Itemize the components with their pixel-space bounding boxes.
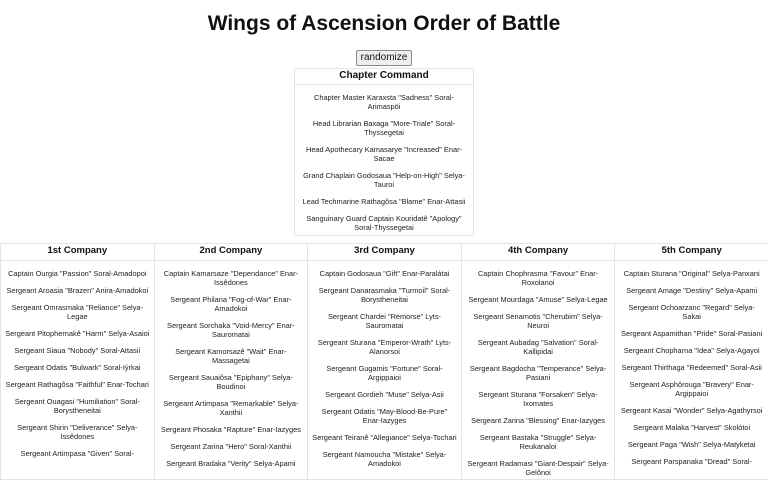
company-entry: Sergeant Ouagasi "Humiliation" Soral-Borystheneitai bbox=[14, 397, 140, 415]
company-entry: Sergeant Bastaka "Struggle" Selya-Reukanaloi bbox=[479, 433, 597, 451]
company-entry: Sergeant Amage "Destiny" Selya-Apami bbox=[626, 286, 758, 295]
company-entry: Sergeant Sauaiôsa "Epiphany" Selya-Boudinoi bbox=[168, 373, 293, 391]
companies-row bbox=[0, 243, 768, 480]
company-title: 5th Company bbox=[615, 245, 768, 261]
command-entry: Head Librarian Baxaga "More-Triale" Soral-Thyssegetai bbox=[312, 119, 456, 137]
company-entry: Sergeant Radamasi "Giant-Despair" Selya-Gelônoi bbox=[467, 459, 609, 477]
company-entry: Sergeant Rathagôsa "Faithful" Enar-Tochari bbox=[5, 380, 149, 389]
company-1 bbox=[0, 243, 155, 480]
company-entry: Sergeant Kamorsazê "Wait" Enar-Massagetai bbox=[175, 347, 287, 365]
command-entry: Chapter Master Karaxsta "Sadness" Soral-Arimaspöi bbox=[314, 93, 454, 111]
company-entry: Sergeant Shirin "Deliverance" Selya-Issêdones bbox=[17, 423, 138, 441]
company-entry: Sergeant Artimpasa "Remarkable" Selya-Xanthii bbox=[163, 399, 299, 417]
company-entry: Sergeant Chopharna "Idea" Selya-Agayoi bbox=[623, 346, 760, 355]
company-entry: Captain Kamarsaze "Dependance" Enar-Issêdones bbox=[163, 269, 299, 287]
company-entry: Sergeant Siaua "Nobody" Soral-Attasii bbox=[14, 346, 141, 355]
company-entry: Sergeant Chardei "Remorse" Lyts-Sauromatai bbox=[327, 312, 441, 330]
company-entry: Captain Sturana "Original" Selya-Panxani bbox=[623, 269, 760, 278]
company-title: 3rd Company bbox=[308, 245, 461, 261]
company-entry: Sergeant Sturana "Emperor-Wrath" Lyts-Alanorsoi bbox=[317, 338, 452, 356]
page-title: Wings of Ascension Order of Battle bbox=[207, 12, 561, 35]
company-entry: Sergeant Pitophernakê "Harm" Selya-Asaioi bbox=[5, 329, 150, 338]
company-4 bbox=[461, 243, 616, 480]
chapter-command-title: Chapter Command bbox=[295, 70, 473, 85]
company-entry: Sergeant Phosaka "Rapture" Enar-Iazyges bbox=[160, 425, 301, 434]
command-entry: Lead Techmarine Rathagôsa "Blame" Enar-Attasii bbox=[302, 197, 466, 206]
company-title: 1st Company bbox=[1, 245, 154, 261]
command-entry: Grand Chaplain Godosaua "Help-on-High" Selya-Tauroi bbox=[303, 171, 465, 189]
company-entry: Sergeant Aspamithan "Pride" Soral-Pasiani bbox=[621, 329, 763, 338]
company-entry: Sergeant Ochoarzanc "Regard" Selya-Sakai bbox=[628, 303, 755, 321]
company-entry: Sergeant Zarina "Hero" Soral-Xanthii bbox=[170, 442, 292, 451]
company-2 bbox=[154, 243, 309, 480]
company-entry: Sergeant Kasai "Wonder" Selya-Agathyrsoi bbox=[620, 406, 763, 415]
company-entry: Sergeant Sturana "Forsaken" Selya-Ixomates bbox=[478, 390, 598, 408]
company-entry: Captain Chophrasma "Favour" Enar-Roxolanoi bbox=[477, 269, 599, 287]
company-entry: Sergeant Paga "Wish" Selya-Matyketai bbox=[627, 440, 756, 449]
company-entry: Sergeant Aroasia "Brazen" Anira-Amadokoi bbox=[6, 286, 149, 295]
company-entry: Sergeant Artimpasa "Given" Soral- bbox=[20, 449, 134, 458]
company-entry: Sergeant Parspanaka "Dread" Soral- bbox=[631, 457, 753, 466]
company-entry: Sergeant Teiranê "Allegiance" Selya-Tochari bbox=[312, 433, 457, 442]
company-title: 4th Company bbox=[462, 245, 615, 261]
company-entry: Sergeant Asphôrouga "Bravery" Enar-Argippaioi bbox=[629, 380, 754, 398]
company-entry: Sergeant Malaka "Harvest" Skolótoi bbox=[633, 423, 751, 432]
company-entry: Sergeant Danarasmaka "Turmoil" Soral-Borystheneitai bbox=[318, 286, 451, 304]
command-entry: Head Apothecary Kamasarye "Increased" Enar-Sacae bbox=[305, 145, 462, 163]
company-entry: Sergeant Philana "Fog-of-War" Enar-Amadokoi bbox=[170, 295, 292, 313]
company-entry: Sergeant Gordieh "Muse" Selya-Asii bbox=[325, 390, 444, 399]
company-entry: Sergeant Sorchaka "Void-Mercy" Enar-Sauromatai bbox=[167, 321, 295, 339]
company-entry: Sergeant Aubadag "Salvation" Soral-Kallipidai bbox=[477, 338, 599, 356]
company-entry: Sergeant Bradaka "Verity" Selya-Apami bbox=[166, 459, 296, 468]
company-entry: Sergeant Gugamis "Fortune" Soral-Argippaioi bbox=[326, 364, 443, 382]
company-entry: Sergeant Thirthaga "Redeemed" Soral-Asii bbox=[621, 363, 762, 372]
randomize-button[interactable]: randomize bbox=[356, 50, 413, 66]
company-entry: Captain Godosaua "Gift" Enar-Paralátai bbox=[319, 269, 450, 278]
company-3 bbox=[307, 243, 462, 480]
company-entry: Sergeant Namoucha "Mistake" Selya-Amadokoi bbox=[322, 450, 447, 468]
company-entry: Sergeant Bagdocha "Temperance" Selya-Pasiani bbox=[469, 364, 607, 382]
company-5 bbox=[614, 243, 768, 480]
company-entry: Sergeant Mourdaga "Amuse" Selya-Legae bbox=[468, 295, 608, 304]
command-entry: Sanguinary Guard Captain Kouridatê "Apology" Soral-Thyssegetai bbox=[306, 214, 462, 232]
company-entry: Captain Ourgia "Passion" Soral-Amadopoi bbox=[8, 269, 147, 278]
company-entry: Sergeant Odatis "Bulwark" Soral-Iýrkai bbox=[14, 363, 141, 372]
company-entry: Sergeant Zarina "Blessing" Enar-Iazyges bbox=[471, 416, 605, 425]
company-entry: Sergeant Omrasmaka "Reliance" Selya-Legae bbox=[11, 303, 143, 321]
chapter-command-panel bbox=[294, 68, 474, 236]
company-entry: Sergeant Odatis "May-Blood-Be-Pure" Enar-Iazyges bbox=[321, 407, 448, 425]
company-entry: Sergeant Senamotis "Cherubim" Selya-Neuroi bbox=[473, 312, 603, 330]
company-title: 2nd Company bbox=[155, 245, 308, 261]
